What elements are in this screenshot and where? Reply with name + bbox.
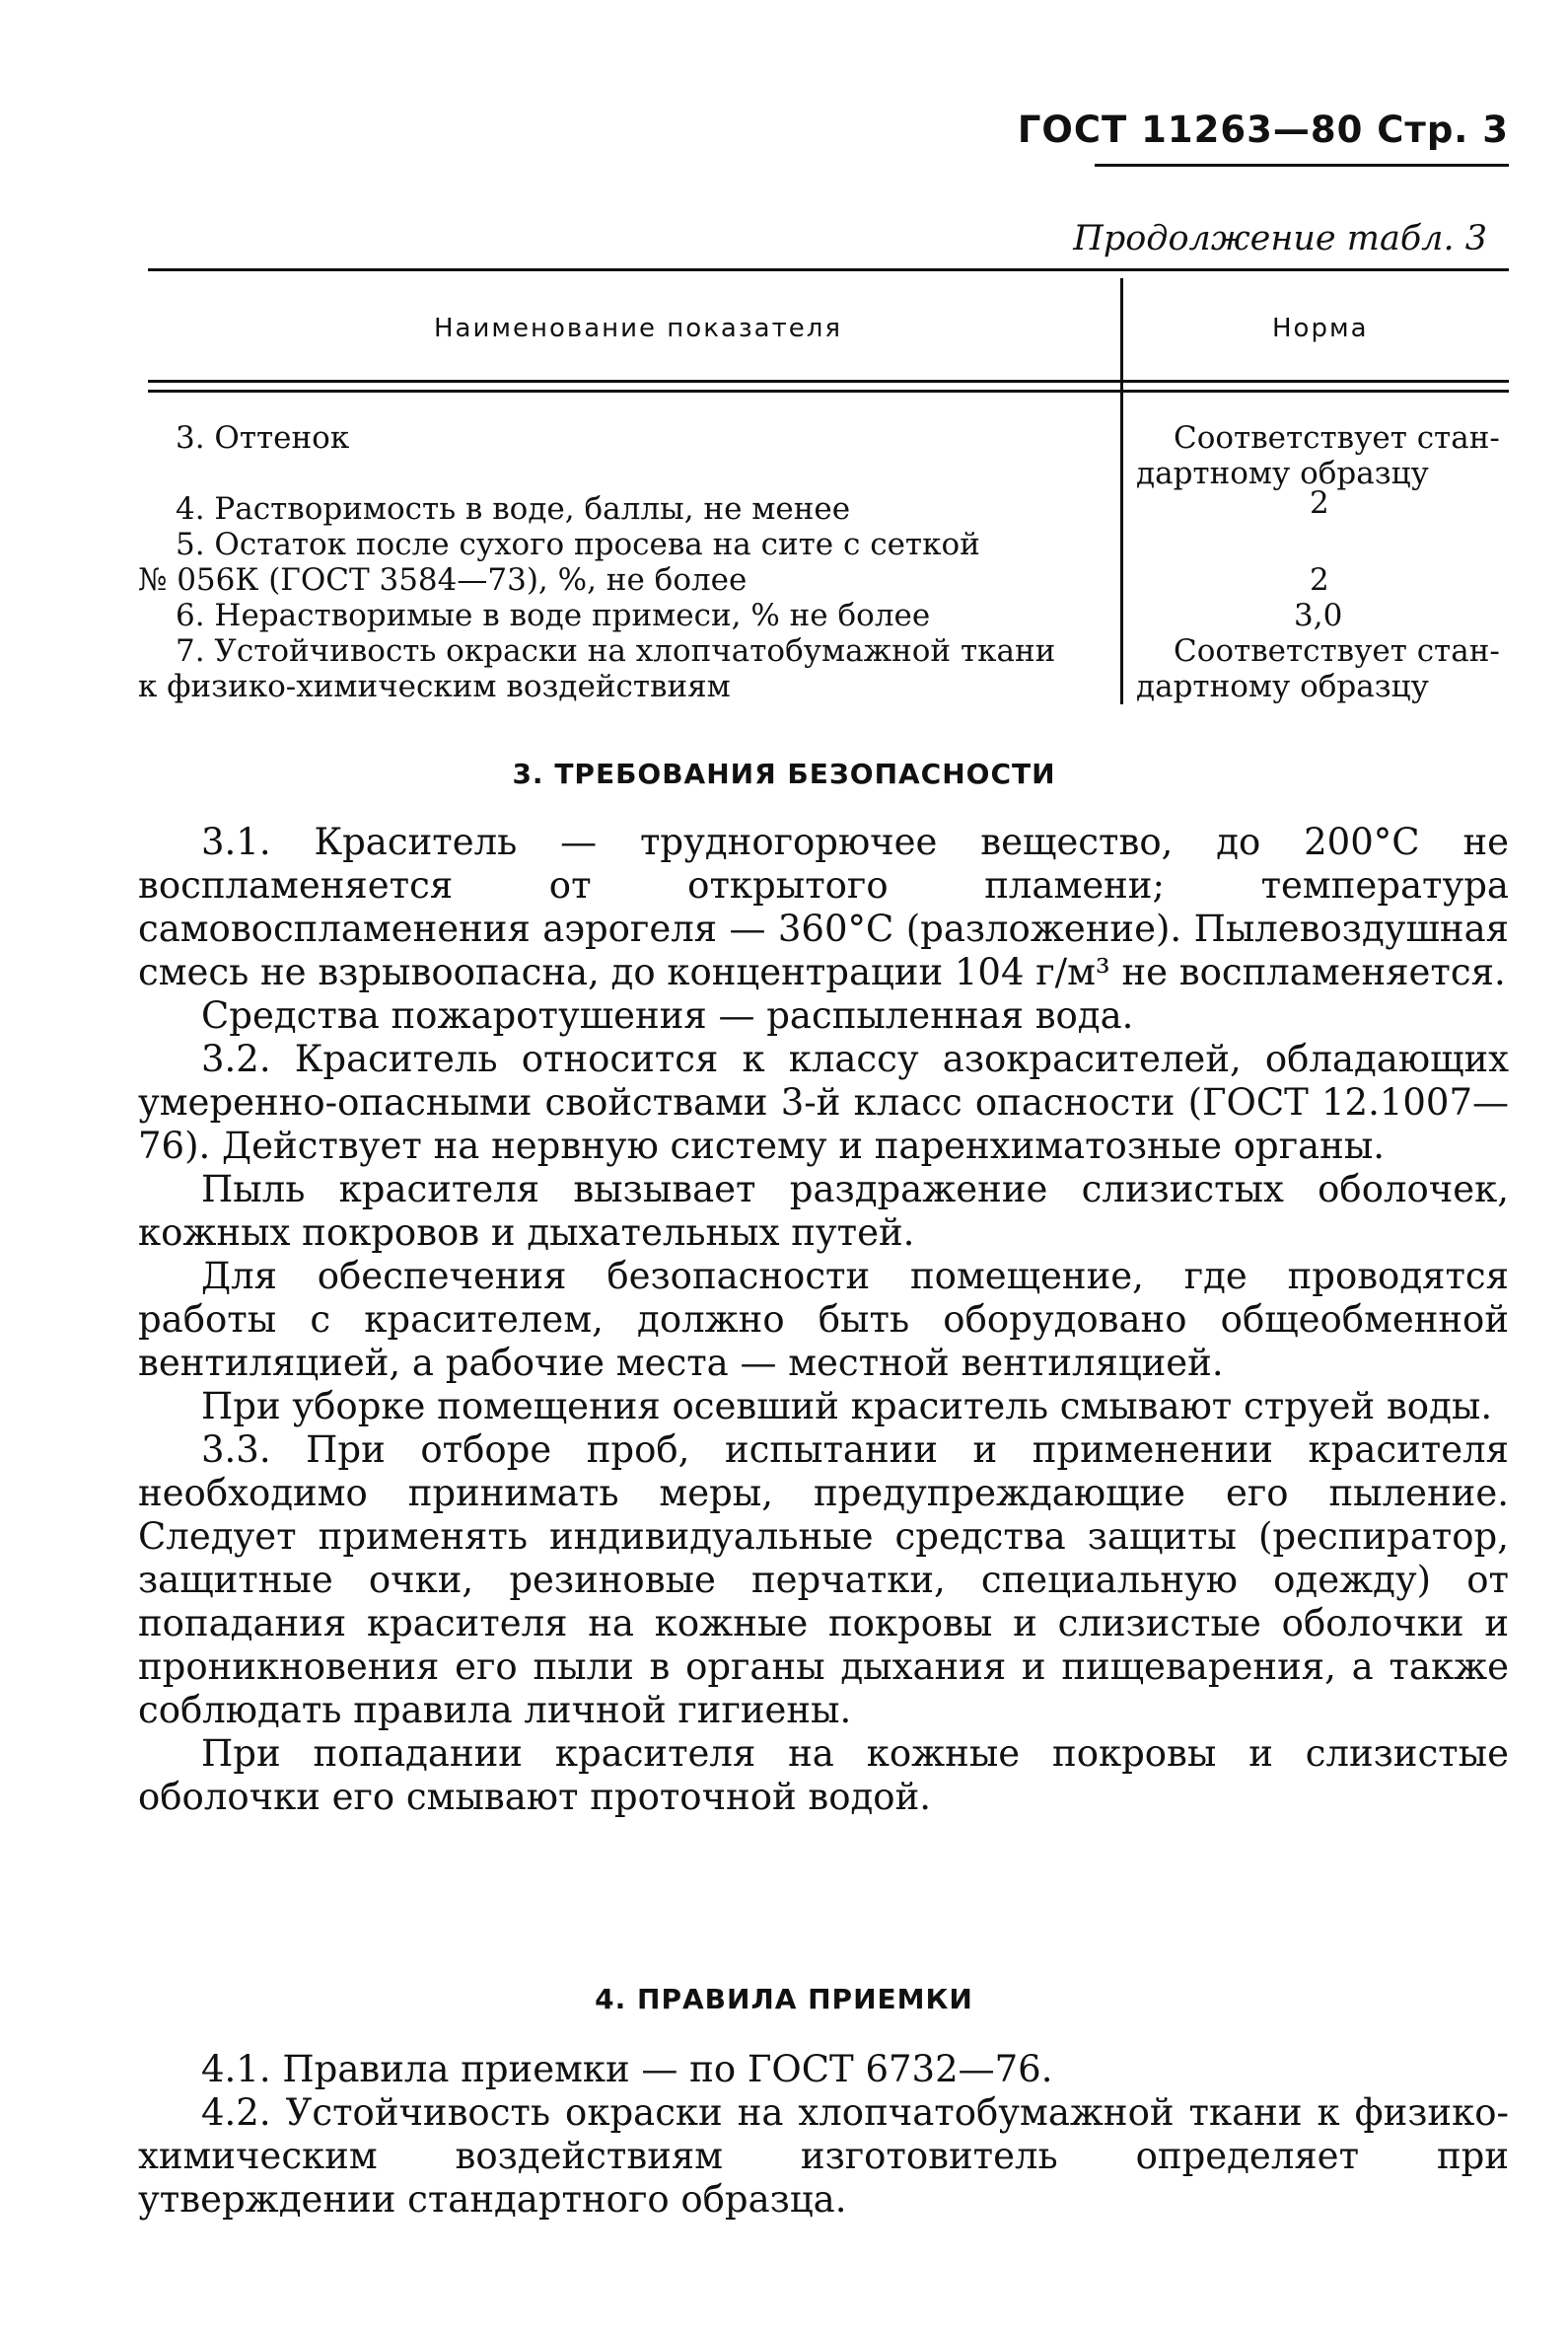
- norm-row-4: 2: [1310, 485, 1329, 521]
- paragraph-3-3: 3.3. При отборе проб, испытании и применении красителя необходимо принимать меры, предупреждающие его пыление. Следует применять индивидуальные средства защиты (респиратор, защитные очки, резиновые перчатки, специальную одежду) от попадания красителя на кожные покровы и слизистые оболочки и проникновения его пыли в органы дыхания и пищеварения, а также соблюдать правила личной гигиены.: [138, 1428, 1509, 1731]
- header-rule: [1095, 164, 1509, 167]
- norm-row-3-line1: Соответствует стан-: [1174, 420, 1500, 456]
- section-4-title: 4. ПРАВИЛА ПРИЕМКИ: [595, 1983, 973, 2015]
- section-3-body: [138, 821, 1509, 1819]
- paragraph-3-2: 3.2. Краситель относится к классу азокрасителей, обладающих умеренно-опасными свойствами 3-й класс опасности (ГОСТ 12.1007—76). Действует на нервную систему и паренхиматозные органы.: [138, 1038, 1509, 1167]
- table-row-3: 3. Оттенок: [176, 420, 350, 456]
- table-row-7: 7. Устойчивость окраски на хлопчатобумажной ткани: [176, 633, 1056, 669]
- norm-row-6: 3,0: [1294, 598, 1343, 633]
- norm-row-7-line1: Соответствует стан-: [1174, 633, 1500, 669]
- paragraph-skin-contact: При попадании красителя на кожные покровы и слизистые оболочки его смывают проточной водой.: [138, 1732, 1509, 1818]
- paragraph-dust-irritation: Пыль красителя вызывает раздражение слизистых оболочек, кожных покровов и дыхательных путей.: [138, 1168, 1509, 1254]
- section-3-title: 3. ТРЕБОВАНИЯ БЕЗОПАСНОСТИ: [512, 758, 1056, 790]
- table-header-norm: Норма: [1272, 314, 1369, 343]
- paragraph-3-1: 3.1. Краситель — трудногорючее вещество, до 200°С не воспламеняется от открытого пламени; температура самовоспламенения аэрогеля — 360°С (разложение). Пылевоздушная смесь не взрывоопасна, до концентрации 104 г/м³ не воспламеняется.: [138, 821, 1509, 993]
- table-indicator-column: [138, 420, 1105, 704]
- paragraph-4-1: 4.1. Правила приемки — по ГОСТ 6732—76.: [201, 2048, 1053, 2090]
- page-header-code: ГОСТ 11263—80 Стр. 3: [1017, 109, 1509, 151]
- paragraph-cleaning: При уборке помещения осевший краситель смывают струей воды.: [201, 1385, 1493, 1427]
- table-header-rule-upper: [148, 380, 1509, 383]
- section-4-body: [138, 2048, 1509, 2222]
- table-top-rule: [148, 268, 1509, 271]
- table-header-rule-lower: [148, 390, 1509, 393]
- table-row-5-cont: № 056К (ГОСТ 3584—73), %, не более: [138, 562, 748, 598]
- table-continuation-caption: Продолжение табл. 3: [1073, 219, 1487, 258]
- table-column-divider: [1120, 278, 1123, 704]
- table-header-name: Наименование показателя: [434, 314, 843, 343]
- table-row-6: 6. Нерастворимые в воде примеси, % не более: [176, 598, 931, 633]
- table-row-4: 4. Растворимость в воде, баллы, не менее: [176, 491, 851, 527]
- norm-row-5: 2: [1310, 562, 1329, 598]
- paragraph-ventilation: Для обеспечения безопасности помещение, где проводятся работы с красителем, должно быть оборудовано общеобменной вентиляцией, а рабочие места — местной вентиляцией.: [138, 1255, 1509, 1384]
- norm-row-3-line2: дартному образцу: [1136, 456, 1429, 491]
- norm-row-7-line2: дартному образцу: [1136, 669, 1429, 704]
- table-row-7-cont: к физико-химическим воздействиям: [138, 669, 731, 704]
- paragraph-4-2: 4.2. Устойчивость окраски на хлопчатобумажной ткани к физико-химическим воздействиям изготовитель определяет при утверждении стандартного образца.: [138, 2091, 1509, 2221]
- paragraph-fire-extinguishing: Средства пожаротушения — распыленная вода.: [201, 994, 1134, 1037]
- table-row-5: 5. Остаток после сухого просева на сите с сеткой: [176, 527, 980, 562]
